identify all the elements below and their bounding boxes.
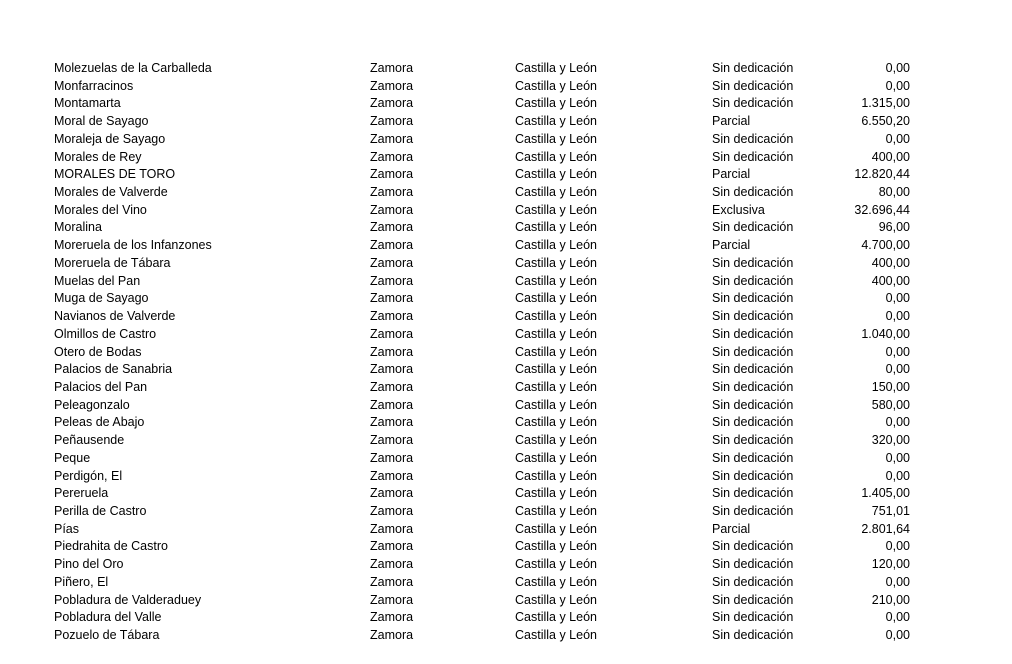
table-row xyxy=(54,450,914,468)
region-cell: Castilla y León xyxy=(515,574,597,589)
province-cell: Zamora xyxy=(370,628,414,642)
municipality-cell: Moreruela de los Infanzones xyxy=(54,238,212,253)
province-cell: Zamora xyxy=(370,468,414,483)
region-cell: Castilla y León xyxy=(515,220,597,235)
region-cell: Castilla y León xyxy=(515,202,597,217)
region-cell: Castilla y León xyxy=(515,78,597,93)
municipality-cell: Pino del Oro xyxy=(54,557,124,572)
amount-cell: 0,00 xyxy=(885,362,910,377)
amount-cell: 0,00 xyxy=(885,131,910,146)
municipality-cell: Pías xyxy=(54,521,80,536)
table-row xyxy=(54,326,914,344)
municipality-cell: Palacios del Pan xyxy=(54,379,148,394)
region-cell: Castilla y León xyxy=(515,397,597,412)
province-cell: Zamora xyxy=(370,291,414,306)
municipality-cell: Morales de Rey xyxy=(54,149,142,164)
region-cell: Castilla y León xyxy=(515,628,597,642)
region-cell: Castilla y León xyxy=(515,149,597,164)
dedication-cell: Parcial xyxy=(712,114,751,129)
municipality-cell: Peñausende xyxy=(54,433,125,448)
province-cell: Zamora xyxy=(370,450,414,465)
dedication-cell: Sin dedicación xyxy=(712,185,794,200)
municipality-cell: Perilla de Castro xyxy=(54,503,147,518)
province-cell: Zamora xyxy=(370,362,414,377)
region-cell: Castilla y León xyxy=(515,539,597,554)
dedication-cell: Sin dedicación xyxy=(712,433,794,448)
table-row xyxy=(54,60,914,78)
region-cell: Castilla y León xyxy=(515,503,597,518)
region-cell: Castilla y León xyxy=(515,309,597,324)
amount-cell: 2.801,64 xyxy=(861,521,910,536)
dedication-cell: Sin dedicación xyxy=(712,326,794,341)
region-cell: Castilla y León xyxy=(515,379,597,394)
region-cell: Castilla y León xyxy=(515,255,597,270)
amount-cell: 0,00 xyxy=(885,628,910,642)
province-cell: Zamora xyxy=(370,539,414,554)
dedication-cell: Sin dedicación xyxy=(712,503,794,518)
dedication-cell: Sin dedicación xyxy=(712,362,794,377)
table-row xyxy=(54,503,914,521)
dedication-cell: Sin dedicación xyxy=(712,255,794,270)
province-cell: Zamora xyxy=(370,379,414,394)
amount-cell: 0,00 xyxy=(885,344,910,359)
table-row xyxy=(54,131,914,149)
data-table xyxy=(54,60,914,645)
region-cell: Castilla y León xyxy=(515,185,597,200)
region-cell: Castilla y León xyxy=(515,291,597,306)
province-cell: Zamora xyxy=(370,415,414,430)
table-row xyxy=(54,609,914,627)
municipality-cell: Moraleja de Sayago xyxy=(54,131,166,146)
table-row xyxy=(54,397,914,415)
table-row xyxy=(54,308,914,326)
province-cell: Zamora xyxy=(370,114,414,129)
table-row xyxy=(54,149,914,167)
municipality-cell: Moralina xyxy=(54,220,102,235)
table-row xyxy=(54,627,914,645)
table-row xyxy=(54,521,914,539)
amount-cell: 0,00 xyxy=(885,450,910,465)
amount-cell: 0,00 xyxy=(885,78,910,93)
province-cell: Zamora xyxy=(370,521,414,536)
dedication-cell: Parcial xyxy=(712,167,751,182)
municipality-cell: Olmillos de Castro xyxy=(54,326,157,341)
region-cell: Castilla y León xyxy=(515,610,597,625)
dedication-cell: Exclusiva xyxy=(712,202,765,217)
municipality-cell: Muelas del Pan xyxy=(54,273,141,288)
province-cell: Zamora xyxy=(370,397,414,412)
municipality-cell: Pobladura del Valle xyxy=(54,610,162,625)
dedication-cell: Sin dedicación xyxy=(712,96,794,111)
dedication-cell: Sin dedicación xyxy=(712,610,794,625)
province-cell: Zamora xyxy=(370,78,414,93)
province-cell: Zamora xyxy=(370,149,414,164)
amount-cell: 210,00 xyxy=(871,592,910,607)
province-cell: Zamora xyxy=(370,486,414,501)
region-cell: Castilla y León xyxy=(515,167,597,182)
amount-cell: 0,00 xyxy=(885,610,910,625)
table-row xyxy=(54,184,914,202)
table-row xyxy=(54,166,914,184)
province-cell: Zamora xyxy=(370,255,414,270)
dedication-cell: Sin dedicación xyxy=(712,78,794,93)
region-cell: Castilla y León xyxy=(515,273,597,288)
province-cell: Zamora xyxy=(370,167,414,182)
amount-cell: 1.315,00 xyxy=(861,96,910,111)
province-cell: Zamora xyxy=(370,574,414,589)
municipality-cell: Palacios de Sanabria xyxy=(54,362,173,377)
table-row xyxy=(54,219,914,237)
province-cell: Zamora xyxy=(370,309,414,324)
province-cell: Zamora xyxy=(370,610,414,625)
table-row xyxy=(54,113,914,131)
region-cell: Castilla y León xyxy=(515,238,597,253)
dedication-cell: Sin dedicación xyxy=(712,344,794,359)
municipality-cell: Perdigón, El xyxy=(54,468,123,483)
municipality-cell: Morales del Vino xyxy=(54,202,147,217)
table-row xyxy=(54,432,914,450)
region-cell: Castilla y León xyxy=(515,326,597,341)
province-cell: Zamora xyxy=(370,185,414,200)
amount-cell: 80,00 xyxy=(878,185,910,200)
province-cell: Zamora xyxy=(370,220,414,235)
table-row xyxy=(54,592,914,610)
amount-cell: 0,00 xyxy=(885,539,910,554)
dedication-cell: Sin dedicación xyxy=(712,397,794,412)
dedication-cell: Sin dedicación xyxy=(712,415,794,430)
region-cell: Castilla y León xyxy=(515,114,597,129)
dedication-cell: Sin dedicación xyxy=(712,628,794,642)
table-row xyxy=(54,485,914,503)
municipality-cell: Montamarta xyxy=(54,96,121,111)
dedication-cell: Sin dedicación xyxy=(712,131,794,146)
municipality-cell: Peque xyxy=(54,450,91,465)
municipality-cell: Navianos de Valverde xyxy=(54,309,176,324)
table-row xyxy=(54,468,914,486)
table-row xyxy=(54,344,914,362)
region-cell: Castilla y León xyxy=(515,468,597,483)
table-row xyxy=(54,379,914,397)
amount-cell: 0,00 xyxy=(885,468,910,483)
dedication-cell: Sin dedicación xyxy=(712,273,794,288)
table-row xyxy=(54,556,914,574)
table-row xyxy=(54,574,914,592)
table-row xyxy=(54,237,914,255)
province-cell: Zamora xyxy=(370,61,414,75)
province-cell: Zamora xyxy=(370,273,414,288)
municipality-cell: Moral de Sayago xyxy=(54,114,149,129)
amount-cell: 400,00 xyxy=(871,149,910,164)
table-row xyxy=(54,290,914,308)
dedication-cell: Sin dedicación xyxy=(712,486,794,501)
amount-cell: 1.040,00 xyxy=(861,326,910,341)
amount-cell: 0,00 xyxy=(885,309,910,324)
dedication-cell: Sin dedicación xyxy=(712,468,794,483)
table-row xyxy=(54,202,914,220)
municipality-cell: Monfarracinos xyxy=(54,78,134,93)
table-row xyxy=(54,255,914,273)
province-cell: Zamora xyxy=(370,503,414,518)
amount-cell: 0,00 xyxy=(885,61,910,75)
municipality-cell: Molezuelas de la Carballeda xyxy=(54,61,212,75)
region-cell: Castilla y León xyxy=(515,521,597,536)
region-cell: Castilla y León xyxy=(515,592,597,607)
amount-cell: 96,00 xyxy=(878,220,910,235)
region-cell: Castilla y León xyxy=(515,362,597,377)
province-cell: Zamora xyxy=(370,131,414,146)
municipality-cell: Peleagonzalo xyxy=(54,397,130,412)
table-row xyxy=(54,78,914,96)
municipality-cell: Peleas de Abajo xyxy=(54,415,145,430)
municipality-cell: Moreruela de Tábara xyxy=(54,255,171,270)
municipality-cell: Pobladura de Valderaduey xyxy=(54,592,202,607)
amount-cell: 0,00 xyxy=(885,291,910,306)
municipality-cell: MORALES DE TORO xyxy=(54,167,176,182)
province-cell: Zamora xyxy=(370,557,414,572)
amount-cell: 4.700,00 xyxy=(861,238,910,253)
province-cell: Zamora xyxy=(370,96,414,111)
region-cell: Castilla y León xyxy=(515,344,597,359)
table-row xyxy=(54,414,914,432)
amount-cell: 400,00 xyxy=(871,255,910,270)
dedication-cell: Sin dedicación xyxy=(712,592,794,607)
region-cell: Castilla y León xyxy=(515,61,597,75)
province-cell: Zamora xyxy=(370,326,414,341)
municipality-cell: Muga de Sayago xyxy=(54,291,149,306)
dedication-cell: Parcial xyxy=(712,238,751,253)
province-cell: Zamora xyxy=(370,238,414,253)
region-cell: Castilla y León xyxy=(515,486,597,501)
table-row xyxy=(54,273,914,291)
amount-cell: 320,00 xyxy=(871,433,910,448)
municipality-cell: Otero de Bodas xyxy=(54,344,142,359)
municipality-cell: Piedrahita de Castro xyxy=(54,539,168,554)
amount-cell: 1.405,00 xyxy=(861,486,910,501)
dedication-cell: Sin dedicación xyxy=(712,149,794,164)
municipality-cell: Morales de Valverde xyxy=(54,185,168,200)
dedication-cell: Sin dedicación xyxy=(712,539,794,554)
amount-cell: 0,00 xyxy=(885,415,910,430)
dedication-cell: Sin dedicación xyxy=(712,557,794,572)
dedication-cell: Sin dedicación xyxy=(712,291,794,306)
amount-cell: 400,00 xyxy=(871,273,910,288)
region-cell: Castilla y León xyxy=(515,415,597,430)
province-cell: Zamora xyxy=(370,344,414,359)
amount-cell: 32.696,44 xyxy=(854,202,910,217)
municipality-cell: Piñero, El xyxy=(54,574,109,589)
amount-cell: 0,00 xyxy=(885,574,910,589)
region-cell: Castilla y León xyxy=(515,557,597,572)
dedication-cell: Parcial xyxy=(712,521,751,536)
amount-cell: 12.820,44 xyxy=(854,167,910,182)
amount-cell: 580,00 xyxy=(871,397,910,412)
province-cell: Zamora xyxy=(370,592,414,607)
region-cell: Castilla y León xyxy=(515,433,597,448)
province-cell: Zamora xyxy=(370,433,414,448)
dedication-cell: Sin dedicación xyxy=(712,309,794,324)
dedication-cell: Sin dedicación xyxy=(712,379,794,394)
region-cell: Castilla y León xyxy=(515,96,597,111)
amount-cell: 150,00 xyxy=(871,379,910,394)
region-cell: Castilla y León xyxy=(515,131,597,146)
municipality-cell: Pereruela xyxy=(54,486,109,501)
table-row xyxy=(54,361,914,379)
dedication-cell: Sin dedicación xyxy=(712,450,794,465)
region-cell: Castilla y León xyxy=(515,450,597,465)
amount-cell: 751,01 xyxy=(871,503,910,518)
dedication-cell: Sin dedicación xyxy=(712,61,794,75)
municipality-cell: Pozuelo de Tábara xyxy=(54,628,160,642)
province-cell: Zamora xyxy=(370,202,414,217)
amount-cell: 6.550,20 xyxy=(861,114,910,129)
amount-cell: 120,00 xyxy=(871,557,910,572)
table-row xyxy=(54,538,914,556)
table-row xyxy=(54,95,914,113)
dedication-cell: Sin dedicación xyxy=(712,220,794,235)
dedication-cell: Sin dedicación xyxy=(712,574,794,589)
